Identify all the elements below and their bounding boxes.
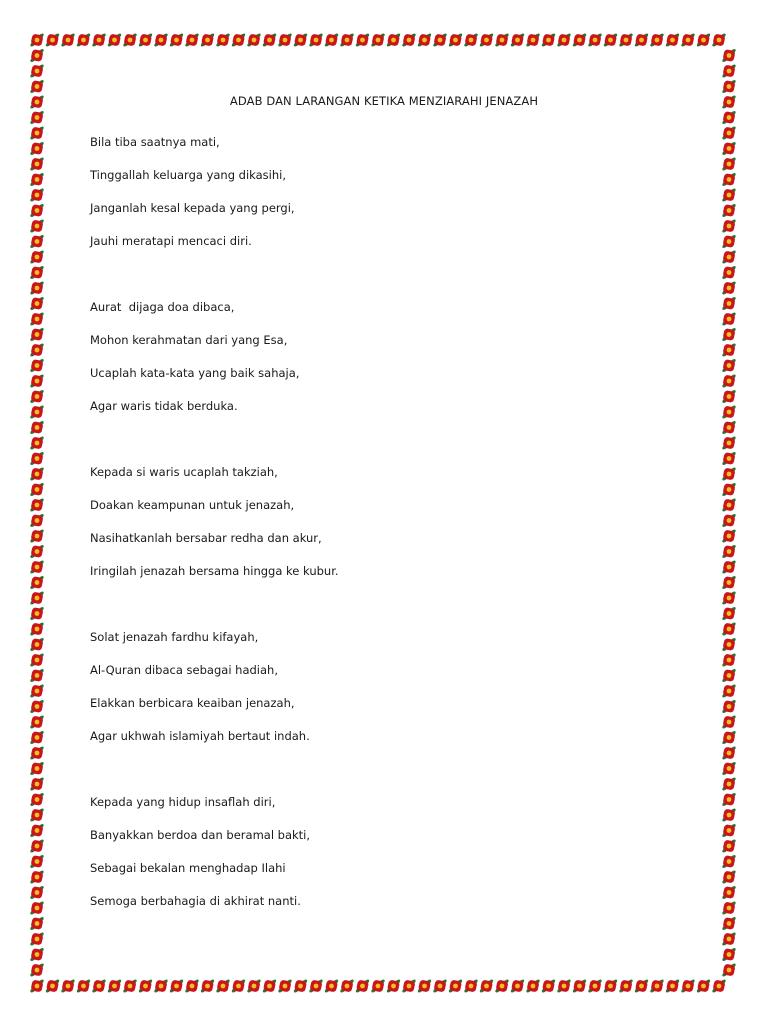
red-flower-icon — [721, 219, 736, 234]
poem-line: Mohon kerahmatan dari yang Esa, — [90, 333, 288, 347]
stanza — [90, 126, 690, 258]
red-flower-icon — [277, 33, 292, 48]
red-flower-icon — [107, 33, 122, 48]
red-flower-icon — [721, 482, 736, 497]
red-flower-icon — [29, 839, 44, 854]
red-flower-icon — [29, 746, 44, 761]
red-flower-icon — [29, 141, 44, 156]
red-flower-icon — [721, 885, 736, 900]
red-flower-icon — [29, 963, 44, 978]
red-flower-icon — [721, 947, 736, 962]
red-flower-icon — [29, 761, 44, 776]
red-flower-icon — [76, 979, 91, 994]
red-flower-icon — [721, 916, 736, 931]
red-flower-icon — [721, 126, 736, 141]
red-flower-icon — [721, 436, 736, 451]
red-flower-icon — [401, 33, 416, 48]
red-flower-icon — [324, 33, 339, 48]
red-flower-icon — [479, 979, 494, 994]
red-flower-icon — [29, 823, 44, 838]
red-flower-icon — [603, 33, 618, 48]
red-flower-icon — [721, 761, 736, 776]
red-flower-icon — [29, 653, 44, 668]
red-flower-icon — [711, 979, 726, 994]
red-flower-icon — [618, 33, 633, 48]
red-flower-icon — [29, 110, 44, 125]
red-flower-icon — [386, 979, 401, 994]
red-flower-icon — [153, 33, 168, 48]
red-flower-icon — [721, 591, 736, 606]
red-flower-icon — [355, 33, 370, 48]
red-flower-icon — [277, 979, 292, 994]
stanza — [90, 621, 690, 753]
poem-line: Nasihatkanlah bersabar redha dan akur, — [90, 531, 322, 545]
red-flower-icon — [721, 110, 736, 125]
red-flower-icon — [370, 33, 385, 48]
red-flower-icon — [721, 963, 736, 978]
red-flower-icon — [721, 792, 736, 807]
red-flower-icon — [541, 33, 556, 48]
red-flower-icon — [29, 901, 44, 916]
red-flower-icon — [556, 979, 571, 994]
red-flower-icon — [29, 467, 44, 482]
poem-line: Kepada si waris ucaplah takziah, — [90, 465, 278, 479]
red-flower-icon — [417, 979, 432, 994]
red-flower-icon — [29, 33, 44, 48]
red-flower-icon — [29, 312, 44, 327]
red-flower-icon — [721, 389, 736, 404]
red-flower-icon — [29, 792, 44, 807]
red-flower-icon — [721, 296, 736, 311]
red-flower-icon — [231, 33, 246, 48]
red-flower-icon — [29, 668, 44, 683]
red-flower-icon — [60, 979, 75, 994]
red-flower-icon — [138, 979, 153, 994]
red-flower-icon — [29, 513, 44, 528]
red-flower-icon — [386, 33, 401, 48]
red-flower-icon — [721, 405, 736, 420]
poem-line: Aurat dijaga doa dibaca, — [90, 300, 235, 314]
red-flower-icon — [721, 637, 736, 652]
red-flower-icon — [721, 715, 736, 730]
red-flower-icon — [510, 33, 525, 48]
red-flower-icon — [721, 808, 736, 823]
red-flower-icon — [29, 203, 44, 218]
poem-line: Agar ukhwah islamiyah bertaut indah. — [90, 729, 310, 743]
red-flower-icon — [721, 64, 736, 79]
red-flower-icon — [721, 932, 736, 947]
poem-line: Kepada yang hidup insaflah diri, — [90, 795, 276, 809]
red-flower-icon — [721, 141, 736, 156]
red-flower-icon — [721, 203, 736, 218]
red-flower-icon — [721, 560, 736, 575]
red-flower-icon — [169, 979, 184, 994]
red-flower-icon — [29, 374, 44, 389]
red-flower-icon — [680, 33, 695, 48]
red-flower-icon — [29, 250, 44, 265]
red-flower-icon — [417, 33, 432, 48]
red-flower-icon — [184, 33, 199, 48]
red-flower-icon — [29, 544, 44, 559]
red-flower-icon — [494, 979, 509, 994]
poem-line: Semoga berbahagia di akhirat nanti. — [90, 894, 301, 908]
red-flower-icon — [29, 777, 44, 792]
red-flower-icon — [696, 979, 711, 994]
red-flower-icon — [91, 979, 106, 994]
red-flower-icon — [463, 33, 478, 48]
red-flower-icon — [29, 932, 44, 947]
red-flower-icon — [246, 979, 261, 994]
red-flower-icon — [587, 979, 602, 994]
red-flower-icon — [262, 979, 277, 994]
red-flower-icon — [153, 979, 168, 994]
red-flower-icon — [29, 808, 44, 823]
red-flower-icon — [29, 327, 44, 342]
red-flower-icon — [721, 172, 736, 187]
poem-line: Doakan keampunan untuk jenazah, — [90, 498, 295, 512]
red-flower-icon — [29, 622, 44, 637]
red-flower-icon — [432, 33, 447, 48]
red-flower-icon — [138, 33, 153, 48]
red-flower-icon — [29, 979, 44, 994]
red-flower-icon — [29, 405, 44, 420]
red-flower-icon — [29, 947, 44, 962]
red-flower-icon — [721, 467, 736, 482]
red-flower-icon — [721, 544, 736, 559]
red-flower-icon — [721, 358, 736, 373]
red-flower-icon — [721, 513, 736, 528]
red-flower-icon — [401, 979, 416, 994]
red-flower-icon — [721, 653, 736, 668]
red-flower-icon — [721, 250, 736, 265]
poem-line: Bila tiba saatnya mati, — [90, 135, 220, 149]
red-flower-icon — [169, 33, 184, 48]
red-flower-icon — [649, 979, 664, 994]
poem-line: Banyakkan berdoa dan beramal bakti, — [90, 828, 311, 842]
red-flower-icon — [721, 48, 736, 63]
red-flower-icon — [200, 33, 215, 48]
red-flower-icon — [721, 188, 736, 203]
red-flower-icon — [29, 420, 44, 435]
poem-line: Iringilah jenazah bersama hingga ke kubur. — [90, 564, 339, 578]
poem-line: Jauhi meratapi mencaci diri. — [90, 234, 252, 248]
red-flower-icon — [29, 172, 44, 187]
red-flower-icon — [45, 979, 60, 994]
red-flower-icon — [29, 575, 44, 590]
red-flower-icon — [721, 901, 736, 916]
red-flower-icon — [541, 979, 556, 994]
red-flower-icon — [29, 498, 44, 513]
poem-line: Tinggallah keluarga yang dikasihi, — [90, 168, 286, 182]
red-flower-icon — [721, 79, 736, 94]
red-flower-icon — [721, 265, 736, 280]
red-flower-icon — [29, 684, 44, 699]
red-flower-icon — [721, 823, 736, 838]
red-flower-icon — [721, 575, 736, 590]
red-flower-icon — [721, 622, 736, 637]
red-flower-icon — [721, 327, 736, 342]
red-flower-icon — [29, 637, 44, 652]
red-flower-icon — [29, 560, 44, 575]
red-flower-icon — [680, 979, 695, 994]
red-flower-icon — [29, 48, 44, 63]
poem-line: Sebagai bekalan menghadap Ilahi — [90, 861, 286, 875]
stanza — [90, 456, 690, 588]
red-flower-icon — [29, 219, 44, 234]
red-flower-icon — [45, 33, 60, 48]
red-flower-icon — [29, 870, 44, 885]
red-flower-icon — [29, 389, 44, 404]
red-flower-icon — [721, 870, 736, 885]
red-flower-icon — [262, 33, 277, 48]
red-flower-icon — [355, 979, 370, 994]
red-flower-icon — [29, 451, 44, 466]
stanza — [90, 786, 690, 918]
red-flower-icon — [200, 979, 215, 994]
poem-line: Janganlah kesal kepada yang pergi, — [90, 201, 295, 215]
red-flower-icon — [634, 979, 649, 994]
red-flower-icon — [721, 234, 736, 249]
red-flower-icon — [60, 33, 75, 48]
red-flower-icon — [463, 979, 478, 994]
red-flower-icon — [721, 684, 736, 699]
red-flower-icon — [696, 33, 711, 48]
red-flower-icon — [556, 33, 571, 48]
red-flower-icon — [76, 33, 91, 48]
red-flower-icon — [721, 312, 736, 327]
red-flower-icon — [711, 33, 726, 48]
red-flower-icon — [603, 979, 618, 994]
red-flower-icon — [721, 699, 736, 714]
red-flower-icon — [649, 33, 664, 48]
red-flower-icon — [29, 343, 44, 358]
red-flower-icon — [29, 234, 44, 249]
red-flower-icon — [184, 979, 199, 994]
red-flower-icon — [721, 374, 736, 389]
red-flower-icon — [494, 33, 509, 48]
red-flower-icon — [572, 979, 587, 994]
red-flower-icon — [308, 33, 323, 48]
red-flower-icon — [448, 33, 463, 48]
red-flower-icon — [370, 979, 385, 994]
red-flower-icon — [339, 979, 354, 994]
red-flower-icon — [721, 451, 736, 466]
red-flower-icon — [665, 33, 680, 48]
red-flower-icon — [29, 885, 44, 900]
red-flower-icon — [525, 33, 540, 48]
red-flower-icon — [29, 79, 44, 94]
poem-line: Ucaplah kata-kata yang baik sahaja, — [90, 366, 300, 380]
red-flower-icon — [721, 281, 736, 296]
red-flower-icon — [721, 343, 736, 358]
red-flower-icon — [721, 746, 736, 761]
red-flower-icon — [91, 33, 106, 48]
red-flower-icon — [246, 33, 261, 48]
red-flower-icon — [29, 188, 44, 203]
red-flower-icon — [525, 979, 540, 994]
red-flower-icon — [29, 126, 44, 141]
red-flower-icon — [479, 33, 494, 48]
red-flower-icon — [107, 979, 122, 994]
red-flower-icon — [29, 591, 44, 606]
poem-line: Agar waris tidak berduka. — [90, 399, 238, 413]
red-flower-icon — [29, 157, 44, 172]
red-flower-icon — [721, 157, 736, 172]
red-flower-icon — [29, 358, 44, 373]
red-flower-icon — [572, 33, 587, 48]
red-flower-icon — [721, 498, 736, 513]
red-flower-icon — [29, 529, 44, 544]
page-title: ADAB DAN LARANGAN KETIKA MENZIARAHI JENAZAH — [229, 94, 539, 108]
red-flower-icon — [618, 979, 633, 994]
red-flower-icon — [231, 979, 246, 994]
red-flower-icon — [665, 979, 680, 994]
red-flower-icon — [29, 715, 44, 730]
red-flower-icon — [122, 33, 137, 48]
red-flower-icon — [29, 606, 44, 621]
red-flower-icon — [339, 33, 354, 48]
red-flower-icon — [29, 265, 44, 280]
red-flower-icon — [29, 296, 44, 311]
red-flower-icon — [29, 916, 44, 931]
red-flower-icon — [721, 777, 736, 792]
red-flower-icon — [587, 33, 602, 48]
red-flower-icon — [215, 33, 230, 48]
red-flower-icon — [448, 979, 463, 994]
red-flower-icon — [721, 839, 736, 854]
poem-line: Al-Quran dibaca sebagai hadiah, — [90, 663, 278, 677]
red-flower-icon — [293, 33, 308, 48]
poem-line: Solat jenazah fardhu kifayah, — [90, 630, 259, 644]
red-flower-icon — [308, 979, 323, 994]
red-flower-icon — [29, 854, 44, 869]
red-flower-icon — [721, 529, 736, 544]
red-flower-icon — [721, 730, 736, 745]
red-flower-icon — [29, 64, 44, 79]
red-flower-icon — [721, 668, 736, 683]
red-flower-icon — [293, 979, 308, 994]
red-flower-icon — [721, 420, 736, 435]
red-flower-icon — [29, 699, 44, 714]
red-flower-icon — [29, 436, 44, 451]
red-flower-icon — [510, 979, 525, 994]
red-flower-icon — [122, 979, 137, 994]
poem-body — [90, 126, 690, 951]
red-flower-icon — [29, 482, 44, 497]
red-flower-icon — [721, 606, 736, 621]
stanza — [90, 291, 690, 423]
red-flower-icon — [721, 854, 736, 869]
red-flower-icon — [29, 730, 44, 745]
red-flower-icon — [29, 281, 44, 296]
red-flower-icon — [432, 979, 447, 994]
poem-line: Elakkan berbicara keaiban jenazah, — [90, 696, 295, 710]
red-flower-icon — [324, 979, 339, 994]
red-flower-icon — [215, 979, 230, 994]
red-flower-icon — [634, 33, 649, 48]
